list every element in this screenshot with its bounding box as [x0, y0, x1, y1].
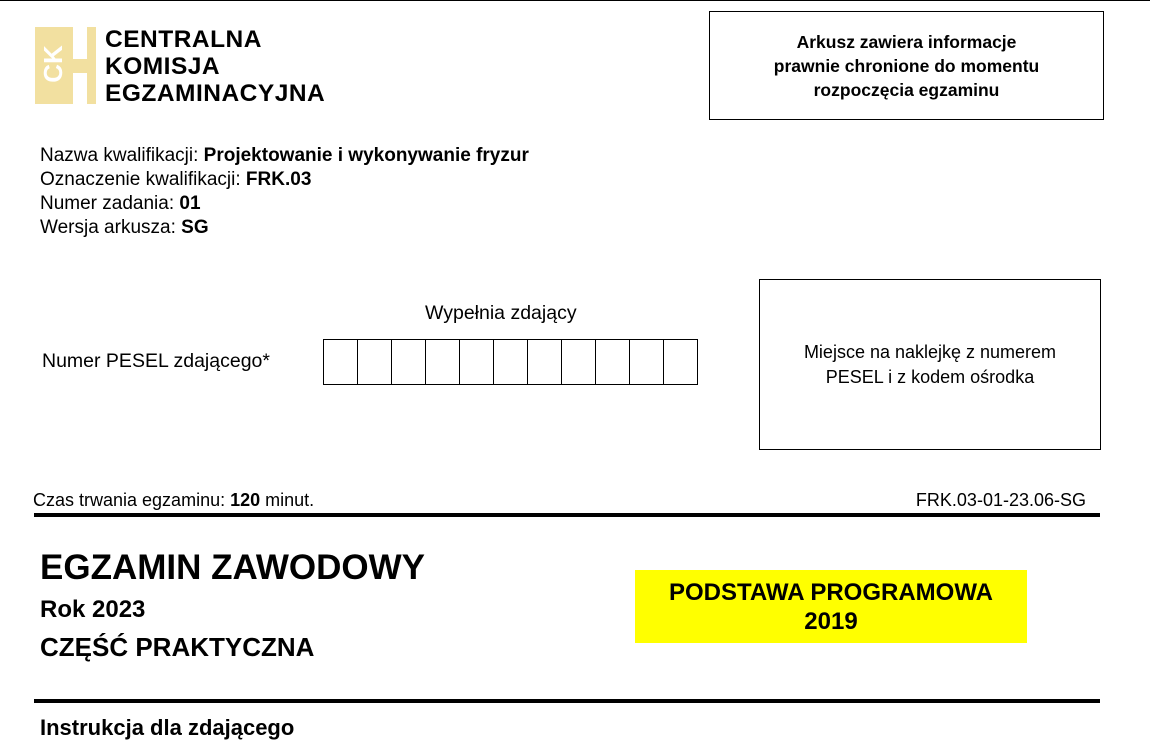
- sticker-placeholder-box: [759, 279, 1101, 450]
- pesel-digit-cell[interactable]: [426, 339, 460, 385]
- pesel-digit-cell[interactable]: [494, 339, 528, 385]
- logo-line-2: KOMISJA: [105, 53, 221, 80]
- logo-line-1: CENTRALNA: [105, 26, 262, 53]
- pesel-digit-cell[interactable]: [460, 339, 494, 385]
- sticker-line-2: PESEL i z kodem ośrodka: [825, 366, 1035, 387]
- sticker-line-1: Miejsce na naklejkę z numerem: [803, 341, 1057, 362]
- legal-line-3: rozpoczęcia egzaminu: [813, 79, 1000, 100]
- pesel-label: Numer PESEL zdającego*: [42, 350, 270, 372]
- logo-text: [105, 26, 325, 107]
- exam-title: EGZAMIN ZAWODOWY: [40, 548, 425, 587]
- logo-line-3: EGZAMINACYJNA: [105, 80, 326, 107]
- task-number: Numer zadania: 01: [40, 193, 201, 214]
- sheet-version: Wersja arkusza: SG: [40, 217, 209, 238]
- top-rule: [0, 0, 1150, 1]
- qualification-name: Nazwa kwalifikacji: Projektowanie i wykonywanie fryzur: [40, 145, 529, 166]
- exam-part: CZĘŚĆ PRAKTYCZNA: [40, 632, 315, 662]
- legal-line-1: Arkusz zawiera informacje: [796, 31, 1017, 52]
- pesel-digit-cell[interactable]: [562, 339, 596, 385]
- pesel-digit-cell[interactable]: [630, 339, 664, 385]
- logo-mark-text: CK: [38, 45, 68, 83]
- fill-by-candidate-label: Wypełnia zdający: [425, 302, 577, 324]
- exam-duration: Czas trwania egzaminu: 120 minut.: [33, 490, 315, 510]
- pesel-input-grid[interactable]: [323, 339, 698, 385]
- cke-logo-icon: [35, 27, 96, 104]
- exam-year: Rok 2023: [40, 596, 146, 623]
- qualification-code: Oznaczenie kwalifikacji: FRK.03: [40, 169, 312, 190]
- sheet-code: FRK.03-01-23.06-SG: [915, 490, 1086, 510]
- legal-notice-box: [709, 11, 1104, 120]
- pesel-digit-cell[interactable]: [596, 339, 630, 385]
- qualification-info: [40, 144, 529, 240]
- base-line-2: 2019: [804, 607, 858, 635]
- legal-line-2: prawnie chronione do momentu: [773, 55, 1040, 76]
- base-line-1: PODSTAWA PROGRAMOWA: [669, 578, 993, 606]
- pesel-digit-cell[interactable]: [392, 339, 426, 385]
- curriculum-base-badge: [635, 570, 1027, 643]
- pesel-digit-cell[interactable]: [358, 339, 392, 385]
- divider-bottom: [34, 699, 1100, 703]
- divider-top: [34, 513, 1100, 517]
- pesel-digit-cell[interactable]: [664, 339, 698, 385]
- instructions-heading: Instrukcja dla zdającego: [40, 715, 295, 740]
- pesel-digit-cell[interactable]: [528, 339, 562, 385]
- pesel-digit-cell[interactable]: [324, 339, 358, 385]
